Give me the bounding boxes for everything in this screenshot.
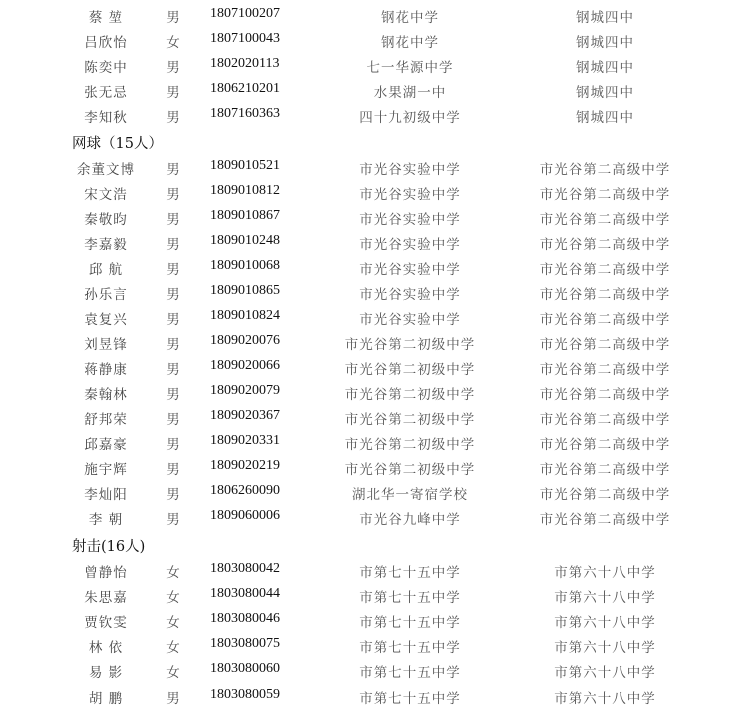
student-id: 1807160363	[210, 106, 280, 121]
student-name: 曾静怡	[84, 565, 128, 581]
student-id: 1809020219	[210, 458, 280, 473]
student-id: 1809060006	[210, 508, 280, 523]
student-id: 1806260090	[210, 483, 280, 498]
list-row	[0, 505, 742, 530]
origin-school: 市光谷实验中学	[359, 237, 461, 253]
origin-school: 市光谷实验中学	[359, 187, 461, 203]
student-name: 朱思嘉	[84, 590, 128, 606]
student-name: 林 依	[88, 640, 124, 656]
student-name: 舒邦荣	[84, 412, 128, 428]
student-id: 1809010865	[210, 283, 280, 298]
origin-school: 市光谷实验中学	[359, 262, 461, 278]
student-id: 1802020113	[210, 56, 280, 71]
admitted-school: 钢城四中	[576, 85, 634, 101]
admitted-school: 市光谷第二高级中学	[539, 512, 671, 528]
admitted-school: 市光谷第二高级中学	[539, 212, 671, 228]
student-sex: 女	[166, 35, 180, 51]
list-row	[0, 380, 742, 405]
student-sex: 男	[166, 287, 180, 303]
admitted-school: 市光谷第二高级中学	[539, 387, 671, 403]
student-name: 胡 鹏	[88, 691, 124, 707]
list-row	[0, 205, 742, 230]
student-sex: 男	[166, 512, 180, 528]
admitted-school: 市第六十八中学	[554, 640, 656, 656]
origin-school: 市第七十五中学	[359, 615, 461, 631]
admitted-school: 市光谷第二高级中学	[539, 487, 671, 503]
list-row	[0, 305, 742, 330]
admitted-school: 市光谷第二高级中学	[539, 337, 671, 353]
student-sex: 男	[166, 85, 180, 101]
student-name: 蒋静康	[84, 362, 128, 378]
student-name: 邱嘉豪	[84, 437, 128, 453]
list-row	[0, 230, 742, 255]
admitted-school: 市光谷第二高级中学	[539, 312, 671, 328]
student-sex: 女	[166, 615, 180, 631]
student-id: 1807100043	[210, 31, 280, 46]
student-name: 施宇辉	[84, 462, 128, 478]
student-sex: 男	[166, 60, 180, 76]
student-id: 1806210201	[210, 81, 280, 96]
student-name: 李知秋	[84, 110, 128, 126]
admitted-school: 市第六十八中学	[554, 590, 656, 606]
list-row	[0, 355, 742, 380]
student-sex: 男	[166, 262, 180, 278]
origin-school: 水果湖一中	[373, 85, 447, 101]
student-id: 1809020076	[210, 333, 280, 348]
student-sex: 男	[166, 362, 180, 378]
list-row	[0, 583, 742, 608]
student-id: 1803080046	[210, 611, 280, 626]
student-sex: 男	[166, 462, 180, 478]
origin-school: 市第七十五中学	[359, 565, 461, 581]
list-row	[0, 480, 742, 505]
student-id: 1803080044	[210, 586, 280, 601]
student-sex: 男	[166, 437, 180, 453]
admitted-school: 市光谷第二高级中学	[539, 462, 671, 478]
admitted-school: 市第六十八中学	[554, 691, 656, 707]
origin-school: 七一华源中学	[366, 60, 454, 76]
student-id: 1803080059	[210, 687, 280, 702]
student-id: 1803080060	[210, 661, 280, 676]
list-row	[0, 405, 742, 430]
list-row	[0, 280, 742, 305]
student-name: 李 朝	[88, 512, 124, 528]
student-sex: 女	[166, 590, 180, 606]
admitted-school: 钢城四中	[576, 35, 634, 51]
student-sex: 男	[166, 187, 180, 203]
student-id: 1809010521	[210, 158, 280, 173]
student-name: 袁复兴	[84, 312, 128, 328]
admitted-school: 市光谷第二高级中学	[539, 262, 671, 278]
student-id: 1803080042	[210, 561, 280, 576]
student-sex: 男	[166, 110, 180, 126]
student-name: 易 影	[88, 665, 124, 681]
list-row	[0, 658, 742, 683]
admitted-school: 市光谷第二高级中学	[539, 437, 671, 453]
admitted-school: 市光谷第二高级中学	[539, 162, 671, 178]
origin-school: 市光谷九峰中学	[359, 512, 461, 528]
admitted-school: 市第六十八中学	[554, 565, 656, 581]
admitted-school: 市第六十八中学	[554, 615, 656, 631]
admitted-school: 市光谷第二高级中学	[539, 287, 671, 303]
list-row	[0, 684, 742, 709]
list-row	[0, 455, 742, 480]
student-id: 1809010068	[210, 258, 280, 273]
student-sex: 男	[166, 312, 180, 328]
list-row	[0, 430, 742, 455]
list-row	[0, 330, 742, 355]
student-name: 李灿阳	[84, 487, 128, 503]
list-row	[0, 608, 742, 633]
origin-school: 市光谷第二初级中学	[344, 362, 476, 378]
student-name: 刘昱锋	[84, 337, 128, 353]
admitted-school: 市光谷第二高级中学	[539, 362, 671, 378]
origin-school: 市光谷实验中学	[359, 162, 461, 178]
student-name: 宋文浩	[84, 187, 128, 203]
section-heading-shooting: 射击(16人)	[72, 539, 146, 555]
origin-school: 钢花中学	[381, 35, 439, 51]
admitted-school: 市光谷第二高级中学	[539, 187, 671, 203]
student-id: 1809010824	[210, 308, 280, 323]
origin-school: 市第七十五中学	[359, 691, 461, 707]
admitted-school: 钢城四中	[576, 110, 634, 126]
list-row	[0, 78, 742, 103]
student-sex: 男	[166, 212, 180, 228]
origin-school: 湖北华一寄宿学校	[352, 487, 468, 503]
student-sex: 男	[166, 337, 180, 353]
student-id: 1803080075	[210, 636, 280, 651]
student-name: 贾钦雯	[84, 615, 128, 631]
student-name: 李嘉毅	[84, 237, 128, 253]
origin-school: 市第七十五中学	[359, 590, 461, 606]
list-row	[0, 255, 742, 280]
origin-school: 市光谷实验中学	[359, 287, 461, 303]
origin-school: 市第七十五中学	[359, 640, 461, 656]
list-row	[0, 558, 742, 583]
student-id: 1809010867	[210, 208, 280, 223]
admitted-school: 市光谷第二高级中学	[539, 237, 671, 253]
origin-school: 市光谷实验中学	[359, 212, 461, 228]
student-id: 1809020079	[210, 383, 280, 398]
student-name: 秦翰林	[84, 387, 128, 403]
origin-school: 市光谷第二初级中学	[344, 437, 476, 453]
student-sex: 男	[166, 412, 180, 428]
student-name: 余董文博	[77, 162, 135, 178]
student-id: 1809020066	[210, 358, 280, 373]
section-heading-tennis: 网球（15人）	[72, 136, 163, 152]
origin-school: 市第七十五中学	[359, 665, 461, 681]
list-row	[0, 633, 742, 658]
student-name: 陈奕中	[84, 60, 128, 76]
student-sex: 女	[166, 665, 180, 681]
list-row	[0, 3, 742, 28]
admitted-school: 市第六十八中学	[554, 665, 656, 681]
student-name: 吕欣怡	[84, 35, 128, 51]
student-sex: 女	[166, 565, 180, 581]
student-id: 1809020331	[210, 433, 280, 448]
origin-school: 市光谷第二初级中学	[344, 387, 476, 403]
admitted-school: 钢城四中	[576, 10, 634, 26]
student-name: 蔡 堃	[88, 10, 124, 26]
list-row	[0, 103, 742, 128]
origin-school: 钢花中学	[381, 10, 439, 26]
student-name: 秦敬昀	[84, 212, 128, 228]
list-row	[0, 53, 742, 78]
student-sex: 男	[166, 387, 180, 403]
origin-school: 市光谷第二初级中学	[344, 462, 476, 478]
origin-school: 市光谷第二初级中学	[344, 337, 476, 353]
student-sex: 男	[166, 237, 180, 253]
origin-school: 四十九初级中学	[359, 110, 461, 126]
admitted-school: 钢城四中	[576, 60, 634, 76]
list-row	[0, 180, 742, 205]
student-sex: 女	[166, 640, 180, 656]
origin-school: 市光谷实验中学	[359, 312, 461, 328]
student-name: 邱 航	[88, 262, 124, 278]
student-sex: 男	[166, 162, 180, 178]
student-id: 1809010248	[210, 233, 280, 248]
list-row	[0, 155, 742, 180]
student-sex: 男	[166, 487, 180, 503]
student-id: 1809020367	[210, 408, 280, 423]
origin-school: 市光谷第二初级中学	[344, 412, 476, 428]
list-row	[0, 28, 742, 53]
student-name: 张无忌	[84, 85, 128, 101]
student-id: 1809010812	[210, 183, 280, 198]
admitted-school: 市光谷第二高级中学	[539, 412, 671, 428]
student-sex: 男	[166, 691, 180, 707]
student-name: 孙乐言	[84, 287, 128, 303]
student-id: 1807100207	[210, 6, 280, 21]
student-sex: 男	[166, 10, 180, 26]
